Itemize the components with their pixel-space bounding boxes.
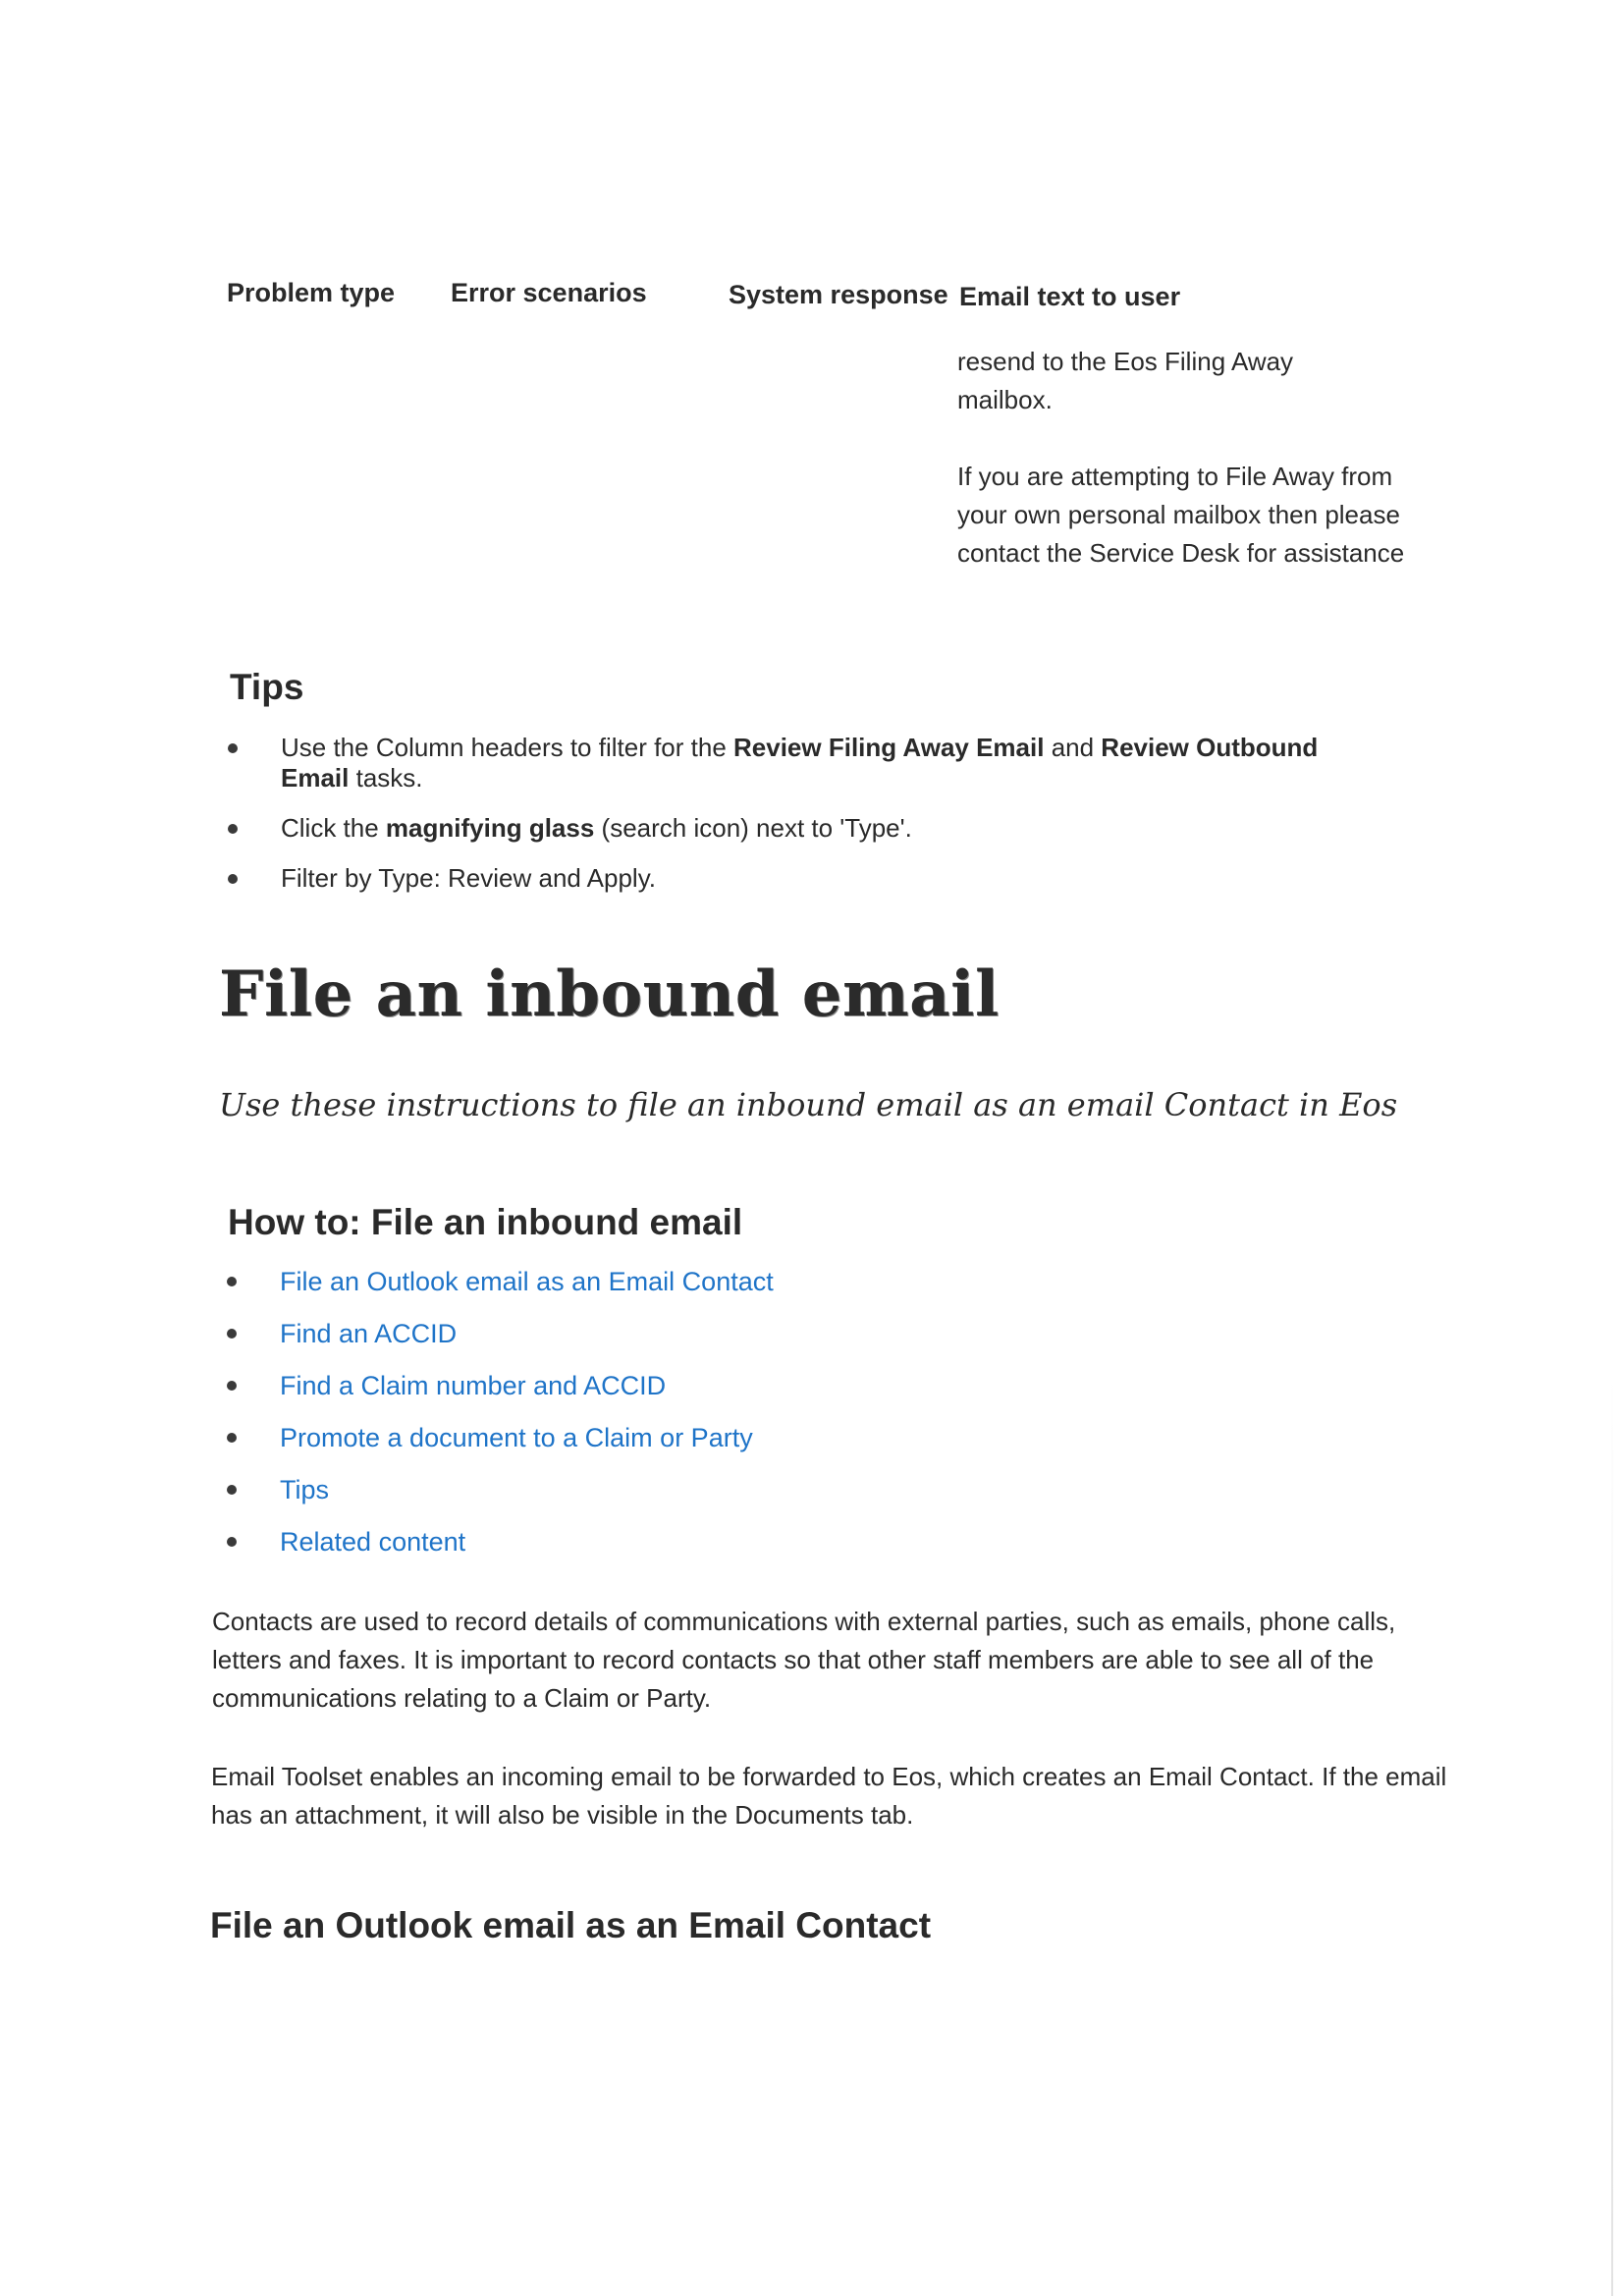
page-title: File an inbound email (219, 957, 1000, 1031)
column-header-problem-type: Problem type (227, 278, 396, 307)
email-text-paragraph: resend to the Eos Filing Away mailbox. (957, 347, 1294, 414)
bullet-icon (227, 1329, 237, 1339)
body-paragraph: Contacts are used to record details of communications with external parties, such as emails, phone calls, letters and faxes. It is important to record contacts so that other staff members are able to see all of the communications relating to a Claim or Party. (212, 1607, 1396, 1713)
bullet-icon (227, 1485, 237, 1495)
howto-links-list (227, 1265, 1110, 1577)
list-item (227, 1317, 1110, 1350)
page-edge-divider (1611, 1375, 1613, 2296)
tips-item: Click the magnifying glass (search icon) next to 'Type'. (228, 813, 1386, 844)
column-header-error-scenarios: Error scenarios (451, 278, 647, 307)
list-item (227, 1525, 1110, 1558)
column-header-system-response: System response (729, 280, 948, 309)
email-text-paragraph: If you are attempting to File Away from your own personal mailbox then please contact the Service Desk for assistance (957, 462, 1405, 568)
list-item (227, 1473, 1110, 1506)
page-subtitle: Use these instructions to file an inbound email as an email Contact in Eos (219, 1086, 1398, 1123)
tips-heading: Tips (230, 667, 304, 707)
bullet-icon (227, 1537, 237, 1547)
tips-list (228, 733, 1386, 913)
body-paragraph: Email Toolset enables an incoming email to be forwarded to Eos, which creates an Email Contact. If the email has an attachment, it will also be visible in the Documents tab. (211, 1762, 1447, 1830)
howto-heading: How to: File an inbound email (228, 1202, 743, 1242)
subsection-heading: File an Outlook email as an Email Contact (210, 1905, 932, 1945)
email-text-cell (957, 343, 1429, 611)
bullet-icon (228, 874, 238, 884)
bullet-icon (227, 1381, 237, 1391)
bullet-icon (228, 743, 238, 753)
bullet-icon (227, 1433, 237, 1443)
tips-item: Filter by Type: Review and Apply. (228, 863, 1386, 894)
list-item (227, 1265, 1110, 1298)
tips-item: Use the Column headers to filter for the Review Filing Away Email and Review Outbound Email tasks. (228, 733, 1386, 793)
list-item (227, 1369, 1110, 1402)
link-tips[interactable]: Tips (280, 1475, 330, 1504)
column-header-email-text: Email text to user (959, 282, 1181, 311)
link-find-accid[interactable]: Find an ACCID (280, 1319, 458, 1348)
bullet-icon (227, 1277, 237, 1286)
link-related-content[interactable]: Related content (280, 1527, 466, 1557)
link-find-claim-number[interactable]: Find a Claim number and ACCID (280, 1371, 667, 1400)
link-file-outlook-email[interactable]: File an Outlook email as an Email Contact (280, 1267, 774, 1296)
list-item (227, 1421, 1110, 1454)
link-promote-document[interactable]: Promote a document to a Claim or Party (280, 1423, 753, 1452)
bullet-icon (228, 824, 238, 834)
